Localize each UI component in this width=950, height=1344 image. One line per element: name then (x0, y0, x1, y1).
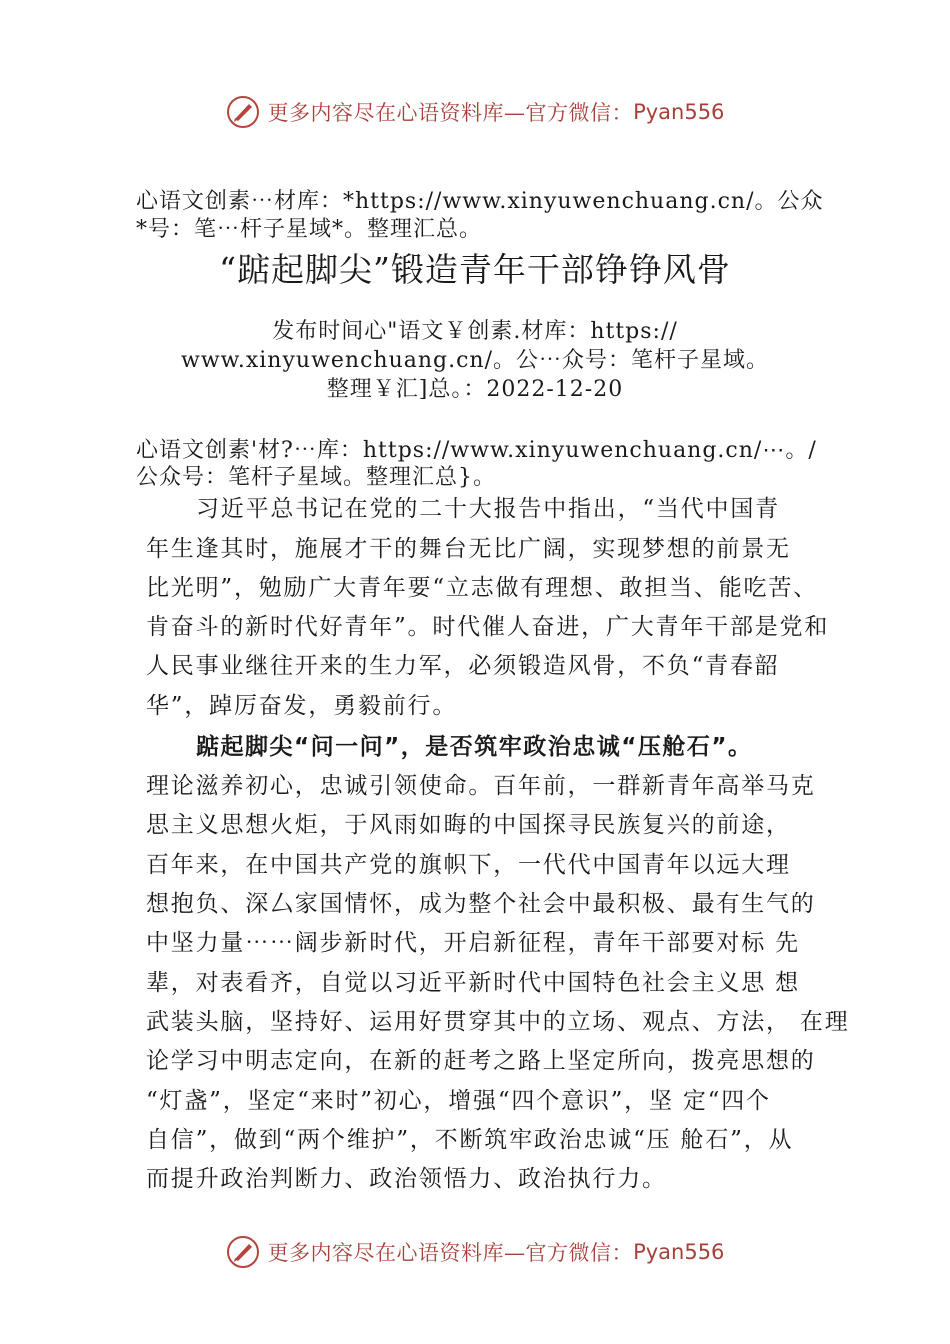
publish-info-line: 整理￥汇]总。：2022-12-20 (326, 377, 624, 402)
paragraph-line: 人民事业继往开来的生力军，必须锻造风骨，不负“青春韶 (146, 653, 780, 679)
publish-info-line: www.xinyuwenchuang.cn/。公⋯众号：笔杆子星域。 (180, 348, 770, 373)
paragraph-line: 比光明”，勉励广大青年要“立志做有理想、敢担当、能吃苦、 (146, 575, 818, 601)
paragraph-line: 思主义思想火炬，于风雨如晦的中国探寻民族复兴的前途， (146, 812, 791, 838)
paragraph-line: 年生逢其时，施展才干的舞台无比广阔，实现梦想的前景无 (146, 536, 791, 562)
paragraph-line: 而提升政治判断力、政治领悟力、政治执行力。 (146, 1166, 667, 1192)
paragraph-line: 辈，对表看齐，自觉以习近平新时代中国特色社会主义思 想 (146, 970, 800, 996)
source-note-line: 心语文创素⋯材库：*https://www.xinyuwenchuang.cn/。公众 (136, 189, 824, 214)
banner-text: 更多内容尽在心语资料库—官方微信： (267, 101, 634, 125)
banner-text: 更多内容尽在心语资料库—官方微信： (267, 1241, 634, 1265)
paragraph-line: 想抱负、深厶家国情怀，成为整个社会中最积极、最有生气的 (146, 891, 816, 917)
paragraph-line: 肯奋斗的新时代好青年”。时代催人奋进，广大青年干部是党和 (146, 614, 830, 640)
banner-wechat-id: Pyan556 (633, 1240, 725, 1264)
publish-info-line: 发布时间心"语文￥创素.材库：https:// (272, 319, 678, 344)
paragraph-line: 华”，踔厉奋发，勇毅前行。 (146, 693, 458, 719)
source-note-line: 公众号：笔杆子星域。整理汇总}。 (136, 465, 496, 490)
paragraph-line: 习近平总书记在党的二十大报告中指出，“当代中国青 (196, 496, 780, 522)
paragraph-line: 中坚力量⋯⋯阔步新时代，开启新征程，青年干部要对标 先 (146, 930, 800, 956)
seal-logo-icon (226, 95, 260, 129)
banner-wechat-id: Pyan556 (633, 100, 725, 124)
article-title: “踮起脚尖”锻造青年干部铮铮风骨 (219, 250, 731, 289)
paragraph-line: 论学习中明志定向，在新的赶考之路上坚定所向，拨亮思想的 (146, 1048, 816, 1074)
paragraph-line: 百年来，在中国共产党的旗帜下，一代代中国青年以远大理 (146, 852, 791, 878)
section-heading: 踮起脚尖“问一问”，是否筑牢政治忠诚“压舱石”。 (196, 734, 753, 760)
source-note-line: *号：笔⋯杆子星域*。整理汇总。 (136, 217, 483, 242)
paragraph-line: 自信”，做到“两个维护”，不断筑牢政治忠诚“压 舱石”，从 (146, 1127, 794, 1153)
header-banner (0, 92, 950, 132)
footer-banner (0, 1232, 950, 1272)
paragraph-line: 武装头脑，坚持好、运用好贯穿其中的立场、观点、方法， 在理 (146, 1009, 850, 1035)
paragraph-line: “灯盏”，坚定“来时”初心，增强“四个意识”，坚 定“四个 (146, 1088, 771, 1114)
paragraph-line: 理论滋养初心，忠诚引领使命。百年前，一群新青年高举马克 (146, 773, 816, 799)
seal-logo-icon (226, 1235, 260, 1269)
source-note-line: 心语文创素'材?⋯库：https://www.xinyuwenchuang.cn/⋯。/ (136, 438, 817, 463)
